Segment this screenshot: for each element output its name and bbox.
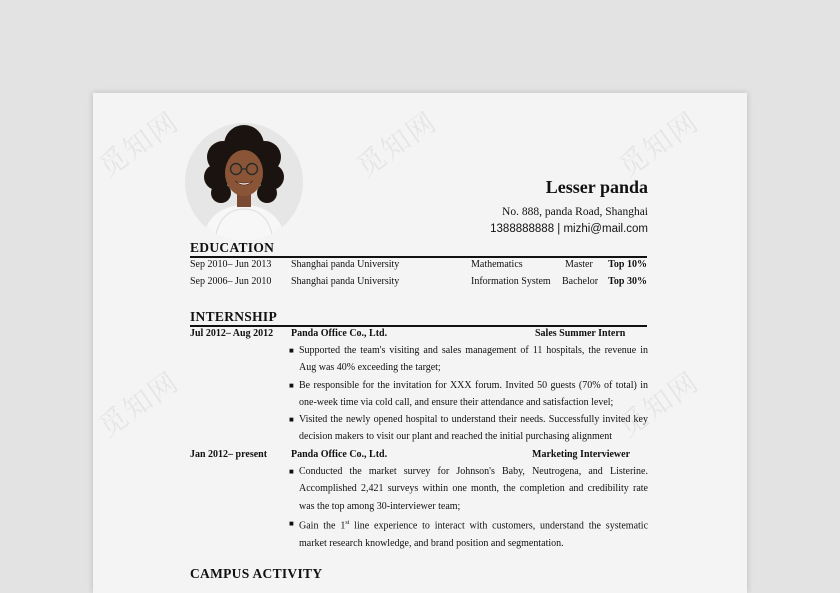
watermark: 觅知网: [93, 364, 186, 444]
job-company: Panda Office Co., Ltd.: [291, 328, 388, 339]
resume-page: [93, 93, 747, 593]
bullet-icon: ■: [289, 381, 294, 390]
job-bullet: Conducted the market survey for Johnson's Baby, Neutrogena, and Listerine. Accomplished 2,421 surveys within one month, the completion and credibility rate was the top among 30-interviewer team;: [299, 466, 648, 512]
job-bullet: Visited the newly opened hospital to understand their needs. Successfully invited key decision makers to visit our plant and reached the initial purchasing alignment: [299, 414, 648, 443]
watermark: 觅知网: [612, 104, 706, 184]
education-rank: Top 10%: [608, 259, 647, 270]
section-divider: [190, 325, 647, 327]
watermark: 觅知网: [93, 104, 186, 184]
job-date: Jan 2012– present: [190, 449, 268, 460]
bullet-icon: ■: [289, 467, 294, 476]
job-company: Panda Office Co., Ltd.: [291, 449, 388, 460]
watermark: 觅知网: [350, 104, 444, 184]
job-role: Sales Summer Intern: [535, 328, 626, 339]
candidate-address: No. 888, panda Road, Shanghai: [502, 206, 648, 218]
education-degree: Bachelor: [562, 276, 599, 287]
education-date: Sep 2006– Jun 2010: [190, 276, 272, 287]
bullet-icon: ■: [289, 415, 294, 424]
job-date: Jul 2012– Aug 2012: [190, 328, 274, 339]
education-major: Mathematics: [471, 259, 523, 270]
job-role: Marketing Interviewer: [532, 449, 631, 460]
bullet-icon: ■: [289, 346, 294, 355]
education-rank: Top 30%: [608, 276, 647, 287]
education-school: Shanghai panda University: [291, 276, 400, 287]
watermark: 觅知网: [612, 364, 706, 444]
avatar-portrait: [185, 123, 303, 241]
section-title-internship: INTERNSHIP: [190, 309, 278, 324]
candidate-contact: 1388888888 | mizhi@mail.com: [490, 223, 648, 235]
profile-photo: [185, 123, 303, 241]
section-title-education: EDUCATION: [190, 240, 275, 255]
bullet-icon: ■: [289, 519, 294, 528]
job-bullet: Gain the 1st line experience to interact with customers, understand the systematic market research knowledge, and brand position and segmentation.: [299, 520, 649, 549]
education-degree: Master: [565, 259, 593, 270]
candidate-name: Lesser panda: [545, 177, 648, 197]
job-bullet: Be responsible for the invitation for XXX forum. Invited 50 guests (70% of total) in one-week time via cold call, and ensure their attendance and satisfaction level;: [299, 380, 648, 409]
section-divider: [190, 256, 647, 258]
education-date: Sep 2010– Jun 2013: [190, 259, 272, 270]
job-bullet: Supported the team's visiting and sales management of 11 hospitals, the revenue in Aug was 40% exceeding the target;: [299, 345, 648, 374]
section-title-campus-activity: CAMPUS ACTIVITY: [190, 566, 323, 581]
education-major: Information System: [471, 276, 551, 287]
education-school: Shanghai panda University: [291, 259, 400, 270]
